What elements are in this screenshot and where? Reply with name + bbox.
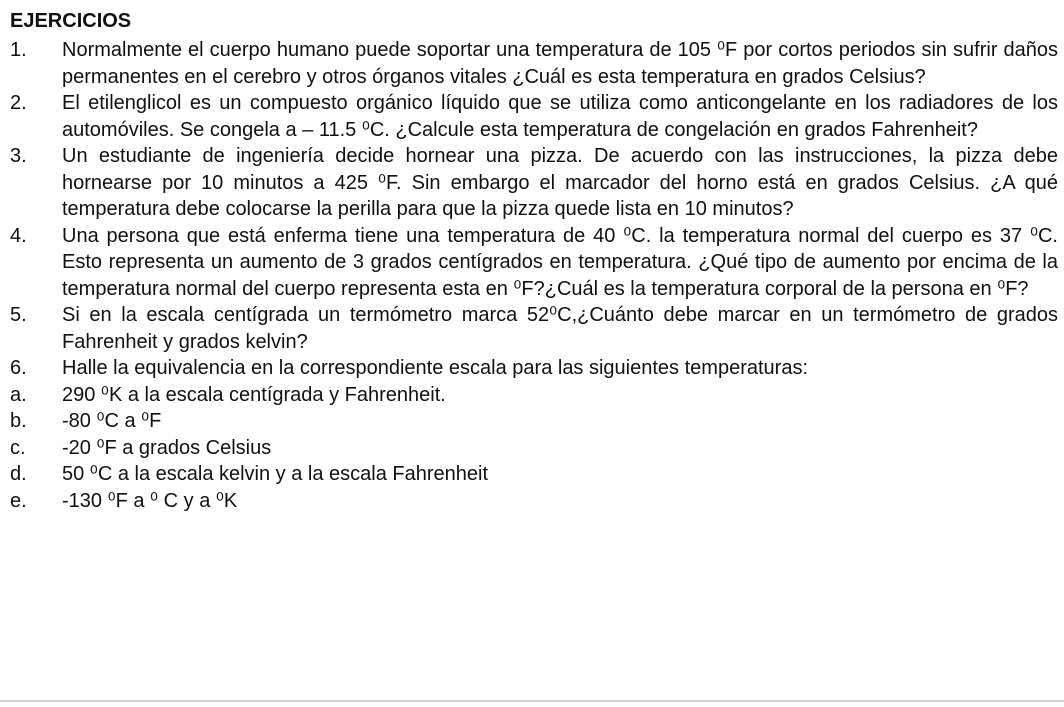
exercise-item-6 [10, 355, 1058, 382]
subexercise-letter: e. [10, 489, 27, 512]
exercise-number: 2. [10, 92, 27, 114]
subexercise-c [10, 435, 1058, 462]
subexercise-letter: d. [10, 463, 27, 485]
exercise-item-5 [10, 302, 1058, 355]
subexercise-d [10, 461, 1058, 488]
exercise-text: Halle la equivalencia en la correspondiente escala para las siguientes temperaturas: [62, 357, 808, 379]
exercise-text: Si en la escala centígrada un termómetro marca 52⁰C,¿Cuánto debe marcar en un termómetro de grados Fahrenheit y grados kelvin? [62, 304, 1058, 353]
subexercise-text: -80 ⁰C a ⁰F [62, 410, 162, 432]
exercise-number: 4. [10, 224, 27, 247]
subexercise-text: -20 ⁰F a grados Celsius [62, 436, 272, 459]
page-bottom-divider [0, 700, 1064, 702]
exercise-item-1 [10, 37, 1058, 90]
exercise-number: 1. [10, 39, 27, 61]
exercise-number: 6. [10, 357, 27, 379]
subexercise-e [10, 488, 1058, 515]
exercise-text: El etilenglicol es un compuesto orgánico líquido que se utiliza como anticongelante en los radiadores de los automóviles. Se congela a – 11.5 ⁰C. ¿Calcule esta temperatura de congelación en grados Fahrenheit? [62, 92, 1058, 141]
exercise-number: 3. [10, 145, 27, 167]
exercise-text: Una persona que está enferma tiene una temperatura de 40 ⁰C. la temperatura normal del cuerpo es 37 ⁰C. Esto representa un aumento de 3 grados centígrados en temperatura. ¿Qué tipo de aumento por encima de la temperatura normal del cuerpo representa esta en ⁰F?¿Cuál es la temperatura corporal de la persona en ⁰F? [62, 224, 1058, 300]
exercise-item-3 [10, 143, 1058, 223]
subexercise-letter: c. [10, 436, 26, 459]
subexercise-b [10, 408, 1058, 435]
exercise-number: 5. [10, 304, 27, 326]
exercise-item-4 [10, 223, 1058, 303]
subexercise-text: -130 ⁰F a ⁰ C y a ⁰K [62, 489, 238, 512]
subexercise-text: 50 ⁰C a la escala kelvin y a la escala Fahrenheit [62, 463, 489, 485]
exercise-text: Un estudiante de ingeniería decide hornear una pizza. De acuerdo con las instrucciones, la pizza debe hornearse por 10 minutos a 425 ⁰F. Sin embargo el marcador del horno está en grados Celsius. ¿A qué temperatura debe colocarse la perilla para que la pizza quede lista en 10 minutos? [62, 145, 1058, 220]
subexercise-letter: b. [10, 410, 27, 432]
sheet-title: EJERCICIOS [10, 10, 132, 32]
subexercise-text: 290 ⁰K a la escala centígrada y Fahrenheit. [62, 383, 446, 406]
exercise-item-2 [10, 90, 1058, 143]
subexercise-a [10, 382, 1058, 409]
subexercise-letter: a. [10, 383, 27, 406]
exercise-text: Normalmente el cuerpo humano puede soportar una temperatura de 105 ⁰F por cortos periodos sin sufrir daños permanentes en el cerebro y otros órganos vitales ¿Cuál es esta temperatura en grados Celsius? [62, 39, 1058, 88]
